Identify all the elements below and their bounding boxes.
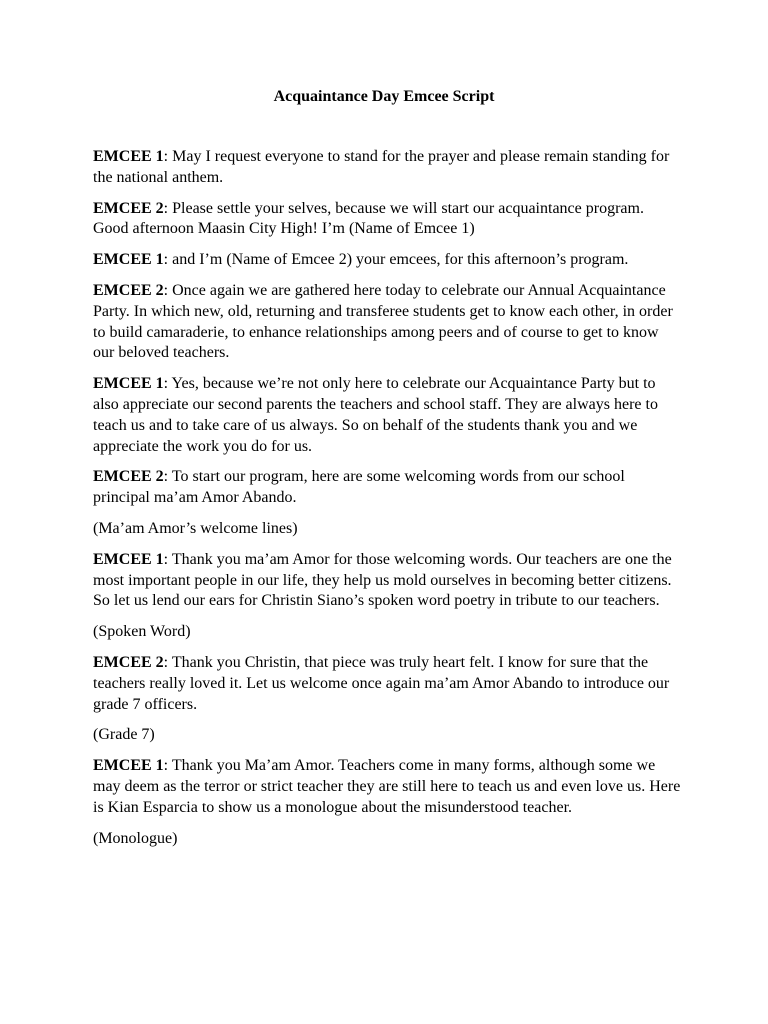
stage-direction bbox=[93, 622, 683, 643]
script-line bbox=[93, 653, 683, 715]
script-line bbox=[93, 756, 683, 818]
script-line bbox=[93, 250, 683, 271]
speaker-label: EMCEE 2 bbox=[93, 468, 164, 486]
script-line bbox=[93, 199, 683, 241]
speaker-separator: : bbox=[163, 199, 173, 217]
speaker-separator: : bbox=[163, 653, 172, 671]
line-text: To start our program, here are some welcoming words from our school principal ma’am Amor Abando. bbox=[93, 468, 625, 507]
speaker-label: EMCEE 1 bbox=[93, 550, 164, 568]
stage-direction-text: (Grade 7) bbox=[93, 726, 155, 744]
line-text: Please settle your selves, because we will start our acquaintance program. Good afternoon Maasin City High! I’m (Name of Emcee 1) bbox=[93, 199, 644, 238]
line-text: May I request everyone to stand for the prayer and please remain standing for the national anthem. bbox=[93, 148, 670, 186]
stage-direction bbox=[93, 519, 683, 540]
speaker-label: EMCEE 1 bbox=[93, 251, 164, 269]
script-body bbox=[93, 147, 683, 859]
script-line bbox=[93, 374, 683, 457]
speaker-separator: : bbox=[163, 281, 173, 299]
speaker-label: EMCEE 2 bbox=[93, 281, 164, 299]
speaker-label: EMCEE 1 bbox=[93, 375, 164, 393]
line-text: Once again we are gathered here today to celebrate our Annual Acquaintance Party. In which new, old, returning and transferee students get to know each other, in order to build camaraderie, to enhance relationships among peers and of course to get to know our beloved teachers. bbox=[93, 281, 673, 362]
speaker-label: EMCEE 2 bbox=[93, 653, 164, 671]
stage-direction-text: (Spoken Word) bbox=[93, 623, 191, 641]
stage-direction bbox=[93, 725, 683, 746]
speaker-separator: : bbox=[163, 757, 172, 775]
line-text: Yes, because we’re not only here to celebrate our Acquaintance Party but to also appreciate our second parents the teachers and school staff. They are always here to teach us and to take care of us always. So on behalf of the students thank you and we appreciate the work you do for us. bbox=[93, 375, 658, 455]
speaker-separator: : bbox=[163, 251, 173, 269]
speaker-label: EMCEE 1 bbox=[93, 148, 164, 165]
line-text: Thank you Christin, that piece was truly heart felt. I know for sure that the teachers really loved it. Let us welcome once again ma’am Amor Abando to introduce our grade 7 officers. bbox=[93, 653, 670, 713]
script-line bbox=[93, 147, 683, 189]
line-text: and I’m (Name of Emcee 2) your emcees, for this afternoon’s program. bbox=[172, 251, 629, 269]
stage-direction bbox=[93, 829, 683, 850]
script-line bbox=[93, 281, 683, 364]
speaker-label: EMCEE 2 bbox=[93, 199, 164, 217]
speaker-separator: : bbox=[163, 375, 172, 393]
script-line bbox=[93, 467, 683, 509]
document-title: Acquaintance Day Emcee Script bbox=[273, 88, 495, 105]
line-text: Thank you ma’am Amor for those welcoming words. Our teachers are one the most important people in our life, they help us mold ourselves in becoming better citizens. So let us lend our ears for Christin Siano’s spoken word poetry in tribute to our teachers. bbox=[93, 550, 672, 610]
script-line bbox=[93, 550, 683, 612]
line-text: Thank you Ma’am Amor. Teachers come in many forms, although some we may deem as the terror or strict teacher they are still here to teach us and even love us. Here is Kian Esparcia to show us a monologue about the misunderstood teacher. bbox=[93, 757, 681, 816]
speaker-label: EMCEE 1 bbox=[93, 757, 164, 775]
stage-direction-text: (Monologue) bbox=[93, 829, 178, 847]
speaker-separator: : bbox=[163, 468, 172, 486]
stage-direction-text: (Ma’am Amor’s welcome lines) bbox=[93, 519, 298, 537]
speaker-separator: : bbox=[163, 550, 172, 568]
speaker-separator: : bbox=[163, 148, 173, 165]
